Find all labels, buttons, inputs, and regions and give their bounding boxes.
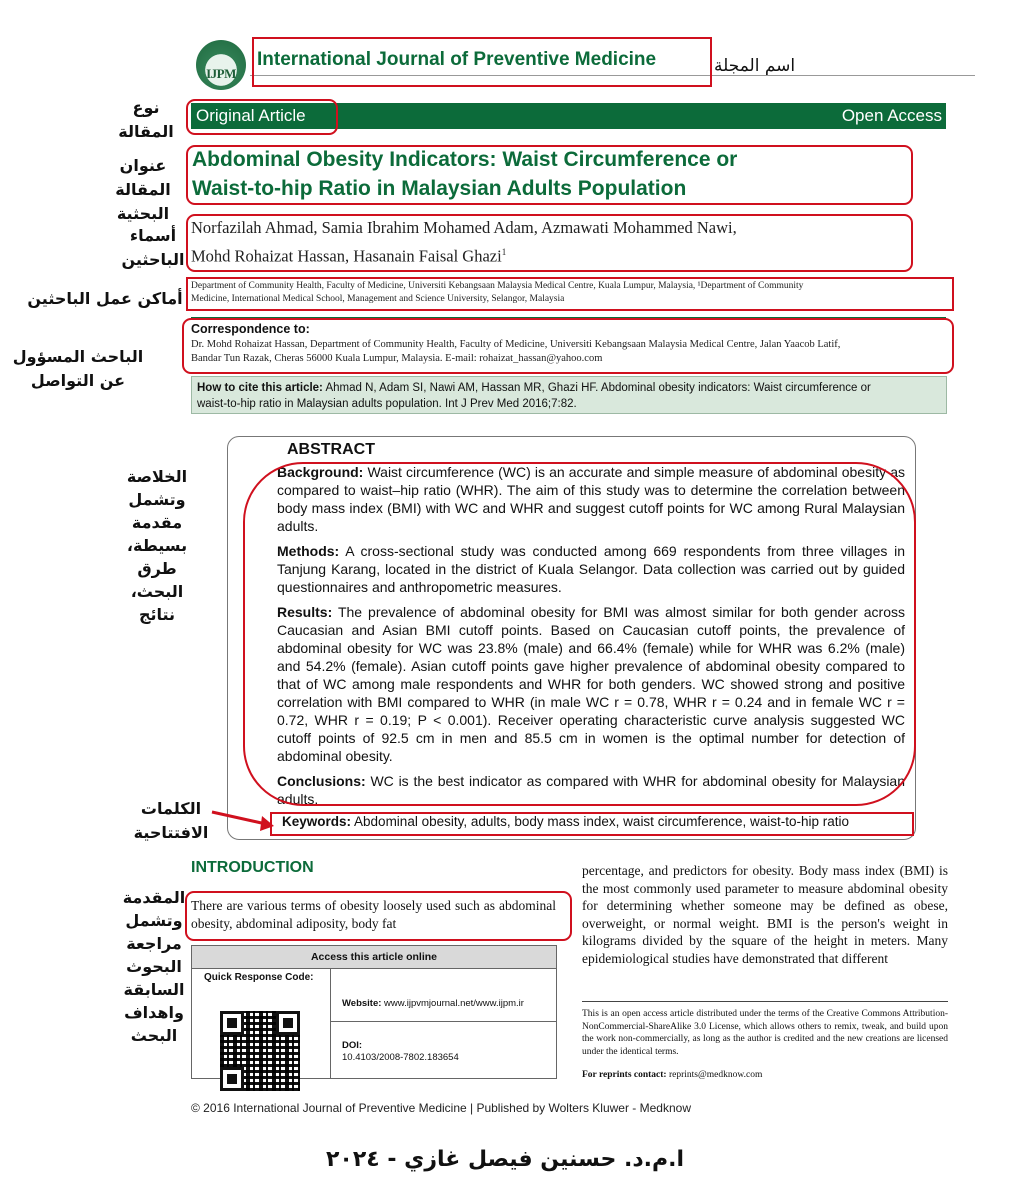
intro-left-text: There are various terms of obesity loosely used such as abdominal obesity, abdominal adiposity, body fat	[191, 898, 556, 931]
label-keywords: الكلمات الافتتاحية	[133, 799, 209, 842]
article-type-box	[186, 99, 338, 135]
affiliations-line-1: Department of Community Health, Faculty of Medicine, Universiti Kebangsaan Malaysia Medical Centre, Kuala Lumpur, Malaysia, ¹Department of Community	[191, 281, 804, 291]
label-article-title: عنوان المقالة البحثية	[115, 156, 171, 223]
access-title: Access this article online	[192, 946, 556, 969]
correspondence-line-1: Dr. Mohd Rohaizat Hassan, Department of Community Health, Faculty of Medicine, Universiti Kebangsaan Malaysia Medical Centre, Jalan Yaacob Latif,	[191, 339, 841, 350]
affiliations	[191, 280, 803, 306]
article-title	[192, 145, 737, 203]
license-text: This is an open access article distributed under the terms of the Creative Commons Attribution-NonCommercial-ShareAlike 3.0 License, which allows others to remix, tweak, and build upon the work non-commercially, as long as the author is credited and the new creations are licensed under the identical terms.	[582, 1009, 948, 1057]
methods-text: A cross-sectional study was conducted among 669 respondents from three villages in Tanjung Karang, located in the district of Kuala Selangor. Data collection was carried out by guided questionnaires and anthropometric measures.	[277, 543, 905, 595]
website-url[interactable]: www.ijpvmjournal.net/www.ijpm.ir	[381, 998, 524, 1009]
website-label: Website:	[342, 998, 382, 1009]
website	[342, 998, 524, 1009]
background-label: Background:	[277, 464, 364, 480]
label-introduction: المقدمة وتشمل مراجعة البحوث السابقة واهداف البحث	[122, 888, 186, 1045]
journal-logo	[196, 40, 246, 90]
correspondence-text	[191, 338, 840, 366]
license-rule	[582, 1001, 948, 1002]
background-text: Waist circumference (WC) is an accurate and simple measure of abdominal obesity as compared to waist–hip ratio (WHR). The aim of this study was to determine the correlation between body mass index (BMI) with WC and WHR and suggest cutoff points for WC among Rural Malaysian adults.	[277, 464, 905, 534]
authors-line-1: Norfazilah Ahmad, Samia Ibrahim Mohamed Adam, Azmawati Mohammed Nawi,	[191, 218, 737, 237]
correspondence-heading: Correspondence to:	[191, 322, 310, 336]
access-box	[191, 945, 557, 1079]
journal-name: International Journal of Preventive Medicine	[257, 49, 657, 70]
doi-value[interactable]: 10.4103/2008-7802.183654	[342, 1052, 459, 1063]
keywords-arrow	[208, 806, 278, 836]
label-abstract: الخلاصة وتشمل مقدمة بسيطة، طرق البحث، نتائج	[126, 467, 188, 624]
access-divider-v	[330, 968, 331, 1078]
title-line-2: Waist-to-hip Ratio in Malaysian Adults Population	[192, 177, 687, 200]
reprints-email: reprints@medknow.com	[666, 1070, 763, 1080]
label-article-type: نوع المقالة	[118, 98, 174, 141]
reprints-label: For reprints contact:	[582, 1070, 667, 1080]
abstract-heading: ABSTRACT	[287, 441, 375, 458]
cite-label: How to cite this article:	[197, 382, 323, 394]
reprints	[582, 1070, 762, 1080]
copyright: © 2016 International Journal of Preventive Medicine | Published by Wolters Kluwer - Medknow	[191, 1101, 691, 1115]
title-line-1: Abdominal Obesity Indicators: Waist Circumference or	[192, 148, 738, 171]
logo-text: IJPM	[206, 66, 236, 81]
label-affiliations: أماكن عمل الباحثين	[27, 289, 183, 308]
doi-label: DOI:	[342, 1040, 363, 1051]
keywords-label: Keywords:	[282, 814, 352, 829]
intro-right-text: percentage, and predictors for obesity. Body mass index (BMI) is the most commonly used parameter to measure abdominal obesity for determining whether someone may be defined as obese, overweight, or normal weight. BMI is the person's weight in kilograms divided by the square of the height in meters. Many epidemiological studies have demonstrated that different	[582, 863, 948, 966]
methods-label: Methods:	[277, 543, 340, 559]
open-access: Open Access	[841, 106, 942, 125]
access-divider-h	[330, 1021, 556, 1022]
keywords-text: Abdominal obesity, adults, body mass index, waist circumference, waist-to-hip ratio	[351, 814, 850, 829]
authors-sup: 1	[501, 247, 507, 257]
results-text: The prevalence of abdominal obesity for BMI was almost similar for both gender across Caucasian and Asian BMI cutoff points. Based on Caucasian cutoff points, the prevalence of abdominal obesity for WC was 23.8% (male) and 66.4% (female) while for WHR was 6.2% (male) and 54.2% (female). Asian cutoff points gave higher prevalence of abdominal obesity compared to that of WC among male respondents and WHR for both genders. WC showed strong and positive correlation with BMI compared to WHR (in male WC r = 0.78, WHR r = 0.24 and in female WC r = 0.72, WHR r = 0.19; P < 0.001). Receiver operating characteristic curve analysis suggested WC cutoff points of 92.5 cm in men and 85.5 cm in women is the optimal number for detection of abdominal obesity.	[277, 604, 905, 764]
conclusions-label: Conclusions:	[277, 773, 366, 789]
abstract-highlight	[243, 462, 916, 806]
correspondence-line-2: Bandar Tun Razak, Cheras 56000 Kuala Lumpur, Malaysia. E-mail: rohaizat_hassan@yahoo.com	[191, 353, 603, 364]
qr-label: Quick Response Code:	[204, 972, 314, 983]
cite-text: Ahmad N, Adam SI, Nawi AM, Hassan MR, Ghazi HF. Abdominal obesity indicators: Waist circumference or	[322, 382, 871, 394]
qr-code	[220, 1011, 300, 1091]
label-authors: أسماء الباحثين	[121, 226, 185, 269]
signature: ا.م.د. حسنين فيصل غازي - ٢٠٢٤	[326, 1147, 684, 1172]
authors	[191, 216, 737, 269]
label-correspondence: الباحث المسؤول عن التواصل	[12, 347, 144, 390]
conclusions-text: WC is the best indicator as compared with WHR for abdominal obesity for Malaysian adults.	[277, 773, 905, 807]
authors-line-2: Mohd Rohaizat Hassan, Hasanain Faisal Ghazi	[191, 246, 502, 266]
results-label: Results:	[277, 604, 333, 620]
article-type: Original Article	[196, 106, 306, 125]
intro-heading: INTRODUCTION	[191, 859, 314, 876]
affiliations-line-2: Medicine, International Medical School, Management and Science University, Selangor, Malaysia	[191, 294, 565, 304]
keywords	[282, 814, 849, 829]
label-journal-name: اسم المجلة	[714, 56, 796, 76]
cite-box	[191, 376, 947, 414]
cite-line-2: waist-to-hip ratio in Malaysian adults population. Int J Prev Med 2016;7:82.	[197, 398, 577, 410]
